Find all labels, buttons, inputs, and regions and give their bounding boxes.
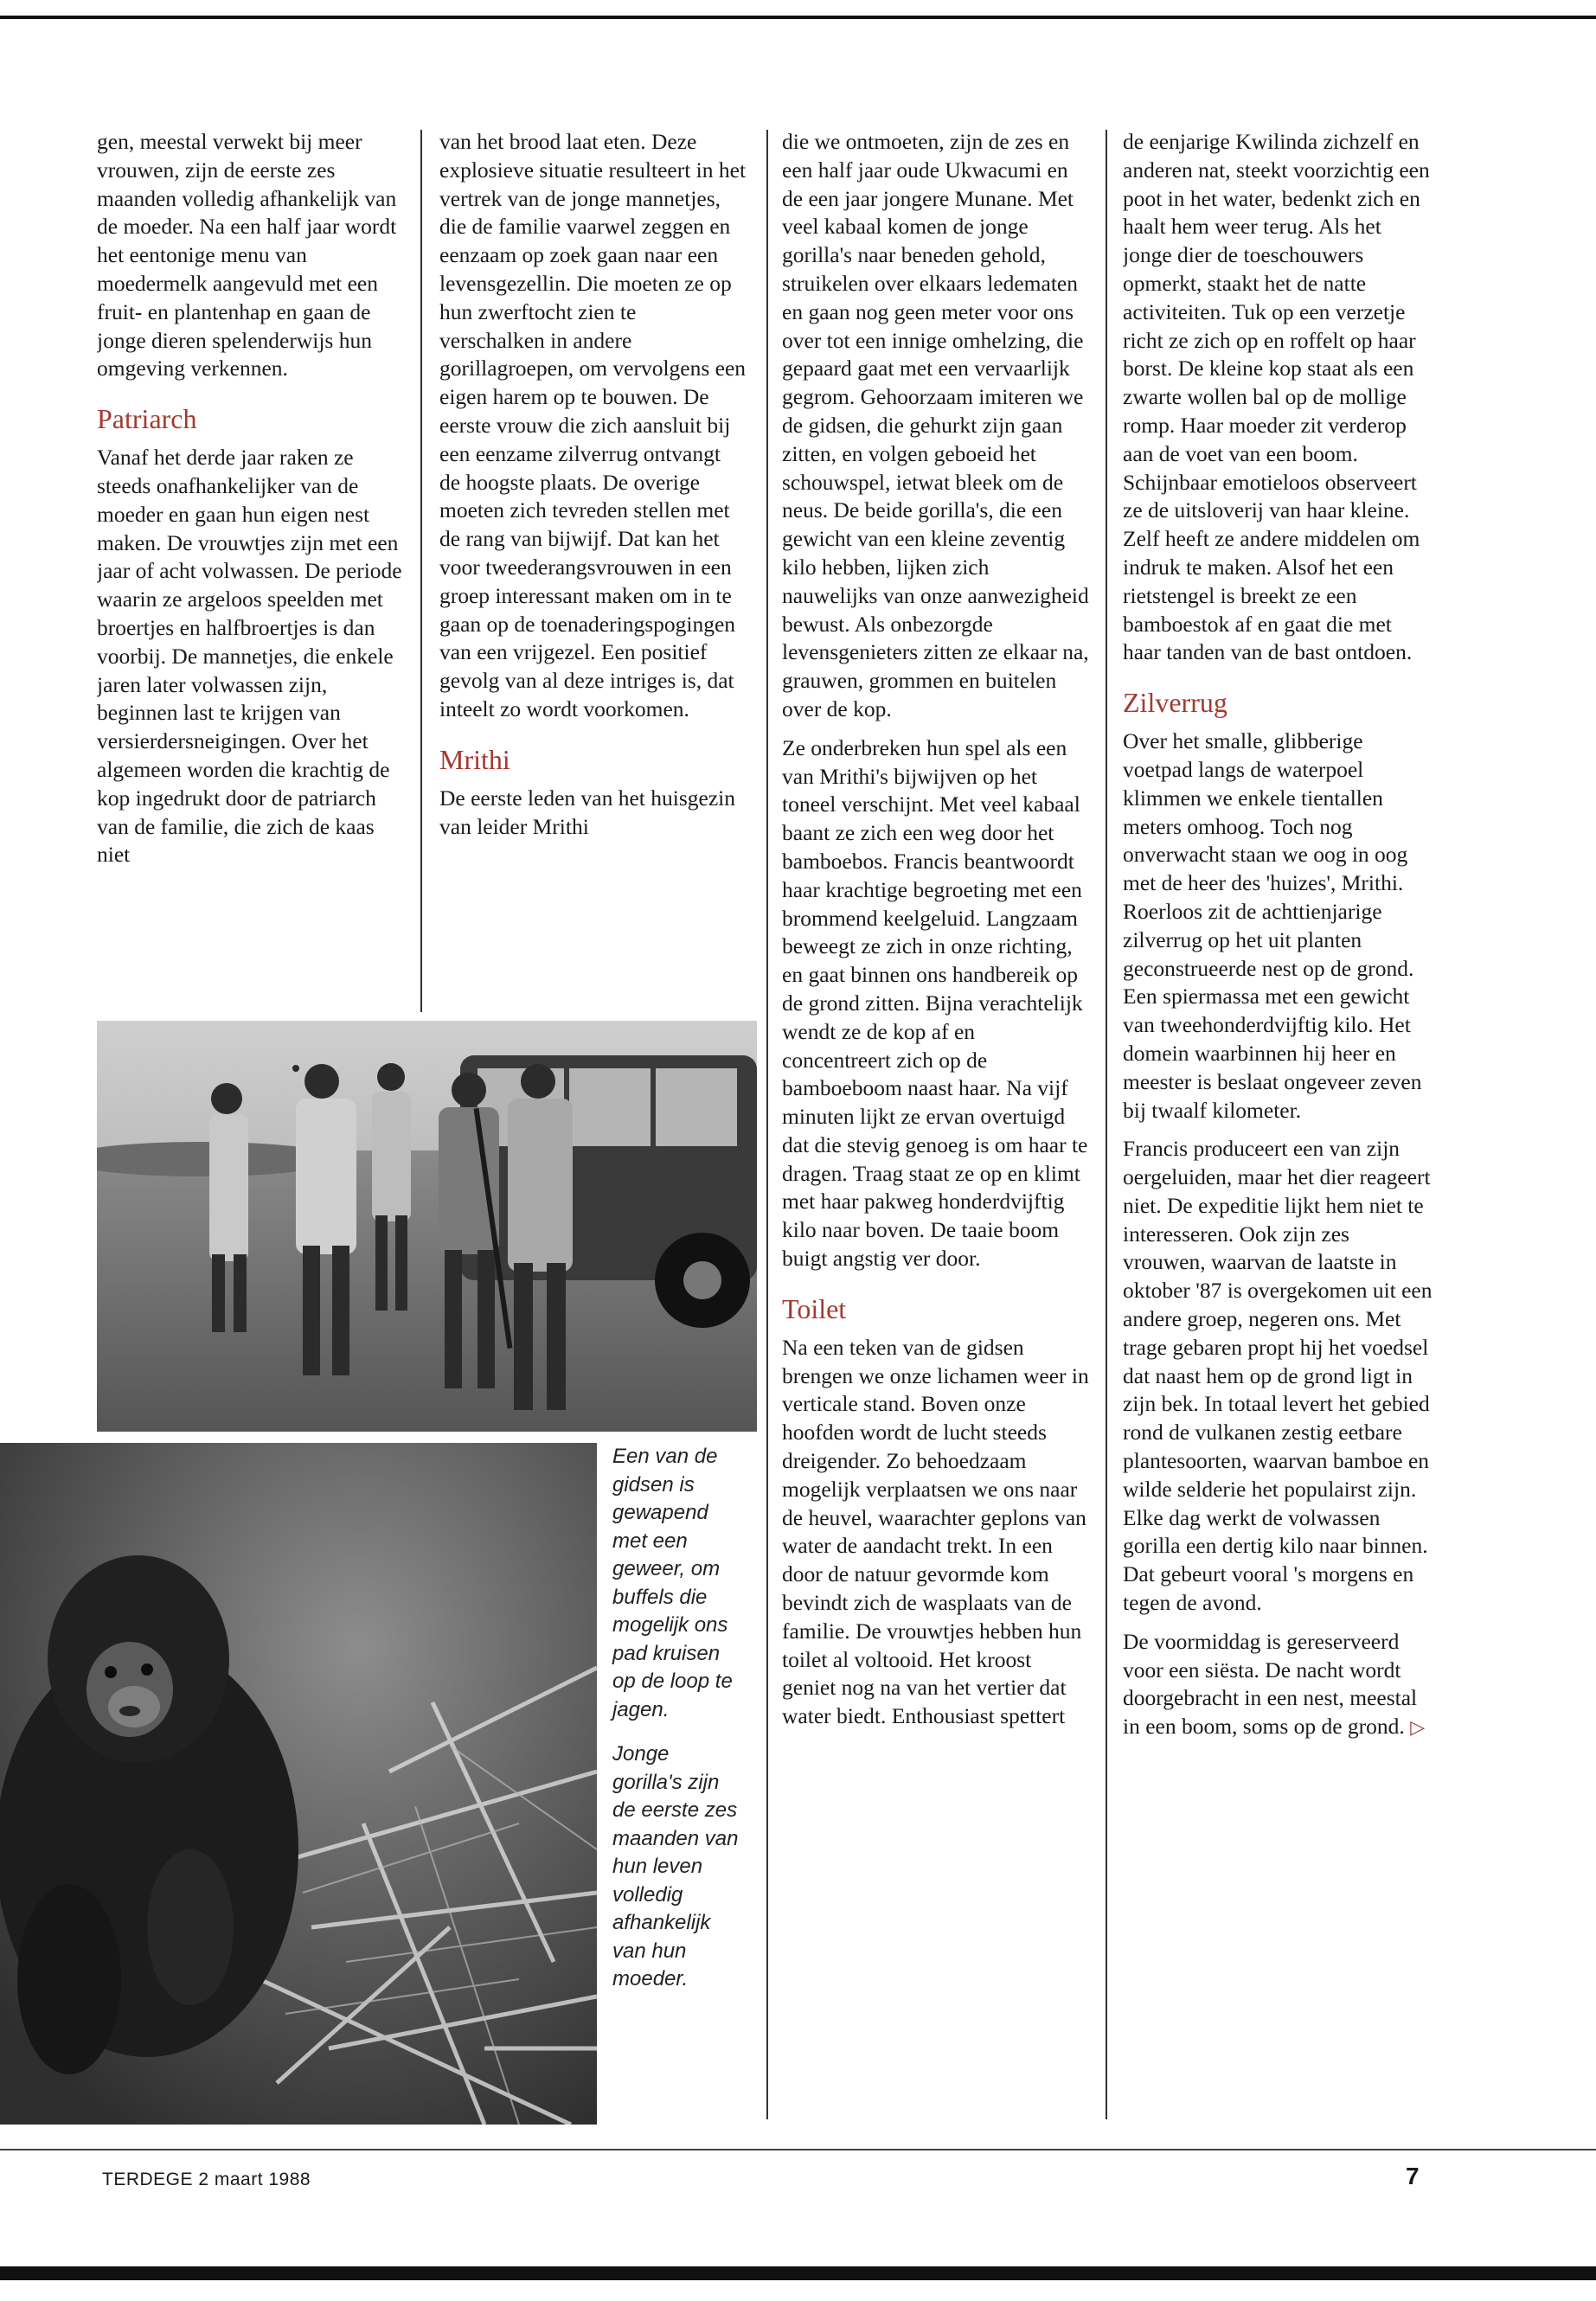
paragraph: de eenjarige Kwilinda zichzelf en anderen nat, steekt voorzichtig een poot in het water, bedenkt zich en haalt hem weer terug. Als het jonge dier de toeschouwers opmerkt, staakt het de natte activiteiten. Tuk op een verzetje richt ze zich op en roffelt op haar borst. De kleine kop staat als een zwarte wollen bal op de mollige romp. Haar moeder zit verderop aan de voet van een boom. Schijnbaar emotieloos observeert ze de uitsloverij van haar kleine. Zelf heeft ze andere middelen om indruk te maken. Alsof het een rietstengel is breekt ze een bamboestok af en gaat die met haar tanden van de bast ontdoen. <box>1123 129 1430 665</box>
footer-rule <box>0 2149 1596 2150</box>
section-heading-zilverrug: Zilverrug <box>1123 687 1227 719</box>
bottom-band <box>0 2266 1596 2280</box>
article-column-2 <box>439 128 747 1019</box>
caption-young-gorilla: Jonge gorilla's zijn de eerste zes maanden van hun leven volledig afhankelijk van hun moeder. <box>612 1742 739 1990</box>
section-heading-toilet: Toilet <box>782 1292 847 1324</box>
paragraph: Vanaf het derde jaar raken ze steeds onafhankelijker van de moeder en gaan hun eigen nest maken. De vrouwtjes zijn met een jaar of acht volwassen. De periode waarin ze argeloos speelden met broertjes en halfbroertjes is dan voorbij. De mannetjes, die enkele jaren later volwassen zijn, beginnen last te krijgen van versierdersneigingen. Over het algemeen worden die krachtig de kop ingedrukt door de patriarch van de familie, die zich de kaas niet <box>97 445 402 868</box>
paragraph: die we ontmoeten, zijn de zes en een half jaar oude Ukwacumi en de een jaar jongere Munane. Met veel kabaal komen de jonge gorilla's naar beneden gehold, struikelen over elkaars ledematen en gaan nog geen meter voor ons over tot een innige omhelzing, die gepaard gaat met een vervaarlijk gegrom. Gehoorzaam imiteren we de gidsen, die gehurkt zijn gaan zitten, en volgen geboeid het schouwspel, ietwat bleek om de neus. De beide gorilla's, die een gewicht van een kleine zeventig kilo hebben, lijken zich nauwelijks van onze aanwezigheid bewust. Als onbezorgde levensgenieters zitten ze elkaar na, grauwen, grommen en buitelen over de kop. <box>782 129 1089 721</box>
paragraph: van het brood laat eten. Deze explosieve situatie resulteert in het vertrek van de jonge mannetjes, die de familie vaarwel zeggen en eenzaam op zoek gaan naar een levensgezellin. Die moeten ze op hun zwerftocht zien te verschalken in andere gorillagroepen, om vervolgens een eigen harem op te bouwen. De eerste vrouw die zich aansluit bij een eenzame zilverrug ontvangt de hoogste plaats. De overige moeten zich tevreden stellen met de rang van bijwijf. Dat kan het voor tweederangsvrouwen in een groep interessant maken om in te gaan op de toenaderingspogingen van een vrijgezel. Een positief gevolg van al deze intriges is, dat inteelt zo wordt voorkomen. <box>439 129 747 721</box>
caption-guides: Een van de gidsen is gewapend met een geweer, om buffels die mogelijk ons pad kruisen op de loop te jagen. <box>612 1445 733 1721</box>
page-number: 7 <box>1406 2163 1420 2189</box>
top-rule <box>0 16 1596 19</box>
photo-young-gorilla <box>0 1443 597 2125</box>
article-column-3 <box>782 128 1089 2126</box>
footer-issue-line: TERDEGE 2 maart 1988 <box>102 2170 311 2189</box>
paragraph: Francis produceert een van zijn oergeluiden, maar het dier reageert niet. De expeditie lijkt hem niet te interesseren. Ook zijn zes vrouwen, waarvan de laatste in oktober '87 is overgekomen uit een andere groep, negeren ons. Met trage gebaren propt hij het voedsel dat naast hem op de grond ligt in zijn bek. In totaal levert het gebied rond de vulkanen zestig eetbare plantesoorten, waarvan bamboe en wilde selderie het populairst zijn. Elke dag werkt de volwassen gorilla een dertig kilo naar binnen. Dat gebeurt vooral 's morgens en tegen de avond. <box>1123 1136 1433 1616</box>
paragraph <box>1123 1628 1434 1743</box>
section-heading-patriarch: Patriarch <box>97 403 197 435</box>
paragraph: Over het smalle, glibberige voetpad langs de waterpoel klimmen we enkele tientallen meters omhoog. Toch nog onverwacht staan we oog in oog met de heer des 'huizes', Mrithi. Roerloos zit de achttienjarige zilverrug op het uit planten geconstrueerde nest op de grond. Een spiermassa met een gewicht van tweehonderdvijftig kilo. Het domein waarbinnen hij heer en meester is beslaat ongeveer zeven bij twaalf kilometer. <box>1123 728 1422 1123</box>
article-column-4 <box>1123 128 1434 2126</box>
paragraph: gen, meestal verwekt bij meer vrouwen, zijn de eerste zes maanden volledig afhankelijk van de moeder. Na een half jaar wordt het eentonige menu van moedermelk aangevuld met een fruit- en plantenhap en gaan de jonge dieren spelenderwijs hun omgeving verkennen. <box>97 129 397 381</box>
continue-arrow-icon: ▷ <box>1410 1717 1426 1740</box>
photo-guides-with-jeep <box>97 1021 757 1432</box>
paragraph: De eerste leden van het huisgezin van leider Mrithi <box>439 785 735 839</box>
paragraph: Ze onderbreken hun spel als een van Mrithi's bijwijven op het toneel verschijnt. Met veel kabaal baant ze zich een weg door het bamboebos. Francis beantwoordt haar krachtige begroeting met een brommend keelgeluid. Langzaam beweegt ze zich in onze richting, en gaat binnen ons handbereik op de grond zitten. Bijna verachtelijk wendt ze de kop af en concentreert zich op de bamboeboom naast haar. Na vijf minuten lijkt ze ervan overtuigd dat die stevig genoeg is om haar te dragen. Traag staat ze op en klimt met haar pakweg honderdvijftig kilo naar boven. De taaie boom buigt angstig ver door. <box>782 734 1088 1272</box>
section-heading-mrithi: Mrithi <box>439 743 510 775</box>
paragraph-text: De voormiddag is gereserveerd voor een siësta. De nacht wordt doorgebracht in een nest, meestal in een boom, soms op de grond. <box>1123 1628 1418 1740</box>
column-rule <box>1106 130 1107 2119</box>
column-rule <box>766 130 768 2119</box>
paragraph: Na een teken van de gidsen brengen we onze lichamen weer in verticale stand. Boven onze hoofden wordt de lucht steeds dreigender. Zo behoedzaam mogelijk verplaatsen we ons naar de heuvel, waarachter geplons van water de aandacht trekt. In een door de natuur gevormde kom bevindt zich de wasplaats van de familie. De vrouwtjes hebben hun toilet al voltooid. Het kroost geniet nog na van het vertier dat water biedt. Enthousiast spettert <box>782 1334 1089 1729</box>
article-column-1 <box>97 128 404 1019</box>
column-rule <box>420 130 422 1012</box>
